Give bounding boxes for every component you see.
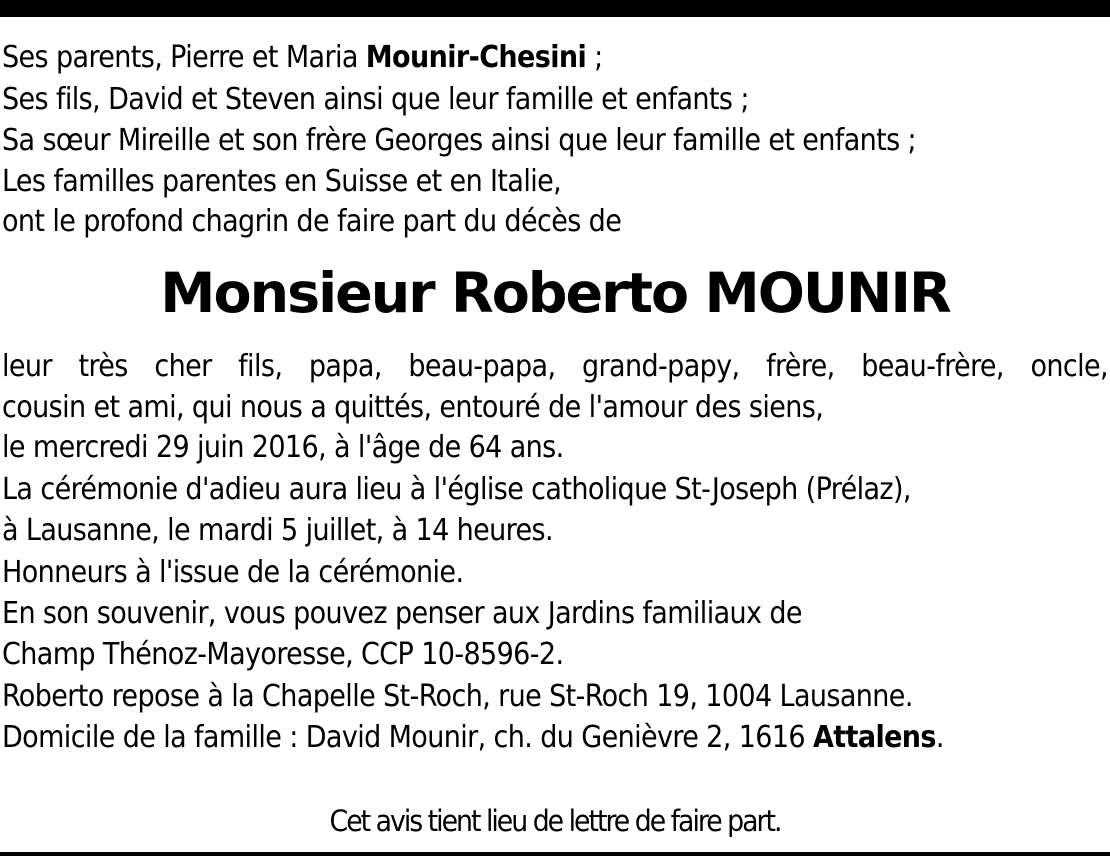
domicile-end: . — [935, 720, 944, 755]
closing-note: Cet avis tient lieu de lettre de faire part. — [329, 804, 781, 839]
family-line-relatives: Les familles parentes en Suisse et en Italie, — [2, 164, 562, 199]
deceased-name: Monsieur Roberto MOUNIR — [160, 261, 950, 326]
family-line-sons: Ses fils, David et Steven ainsi que leur famille et enfants ; — [2, 82, 749, 117]
body-line-relations: leur très cher fils, papa, beau-papa, grand-papy, frère, beau-frère, oncle, — [2, 349, 1108, 384]
body-line-ceremony-place: à Lausanne, le mardi 5 juillet, à 14 heures. — [2, 513, 553, 548]
body-line-memory: En son souvenir, vous pouvez penser aux Jardins familiaux de — [2, 596, 802, 631]
bottom-border-rule — [0, 852, 1110, 856]
family-line-siblings: Sa sœur Mireille et son frère Georges ainsi que leur famille et enfants ; — [2, 123, 917, 158]
domicile-text: Domicile de la famille : David Mounir, ch. du Genièvre 2, 1616 — [2, 720, 813, 755]
body-line-domicile — [2, 718, 944, 758]
body-line-chapel: Roberto repose à la Chapelle St-Roch, rue St-Roch 19, 1004 Lausanne. — [2, 679, 913, 714]
body-line-donation: Champ Thénoz-Mayoresse, CCP 10-8596-2. — [2, 637, 564, 672]
top-border-rule — [0, 0, 1110, 17]
body-line-passing: cousin et ami, qui nous a quittés, entouré de l'amour des siens, — [2, 390, 824, 425]
body-line-honours: Honneurs à l'issue de la cérémonie. — [2, 555, 464, 590]
family-surname: Mounir-Chesini — [365, 40, 587, 75]
domicile-town: Attalens — [812, 720, 936, 755]
family-line-parents-text: Ses parents, Pierre et Maria — [2, 40, 366, 75]
family-line-parents-end: ; — [586, 40, 603, 75]
body-line-ceremony: La cérémonie d'adieu aura lieu à l'église catholique St-Joseph (Prélaz), — [2, 472, 911, 507]
family-line-announcement: ont le profond chagrin de faire part du décès de — [2, 204, 622, 239]
body-line-date: le mercredi 29 juin 2016, à l'âge de 64 ans. — [2, 430, 564, 465]
family-line-parents — [2, 38, 603, 78]
